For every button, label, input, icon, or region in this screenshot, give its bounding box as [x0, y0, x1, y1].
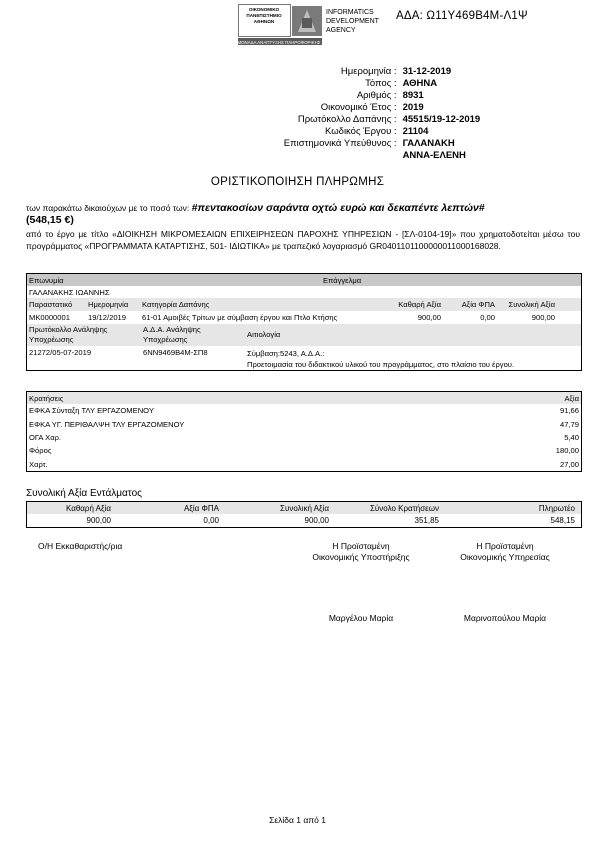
logo-line-1: ΟΙΚΟΝΟΜΙΚΟ — [248, 7, 280, 12]
commitment-row — [27, 346, 581, 370]
meta-label: Αριθμός : — [356, 90, 397, 101]
commitment-header-row — [27, 324, 581, 346]
meta-value: 8931 — [402, 90, 424, 101]
lead-surname: ΓΑΛΑΝΑΚΗ — [402, 138, 455, 149]
meta-block — [241, 66, 571, 162]
signature-service-name: Μαρινοπούλου Μαρία — [463, 613, 547, 623]
meta-label: Κωδικός Έργου : — [325, 126, 397, 137]
deduction-name: Φόρος — [29, 446, 52, 456]
totals-title: Συνολική Αξία Εντάλματος — [26, 488, 142, 499]
support-head-line-1: Η Προϊσταμένη — [332, 541, 390, 551]
service-head-line-1: Η Προϊσταμένη — [476, 541, 534, 551]
signature-support-name: Μαργέλου Μαρία — [328, 613, 394, 623]
invoice-total: 900,00 — [531, 313, 555, 322]
deductions-header-value: Αξία — [564, 393, 579, 403]
invoice-row — [27, 311, 581, 324]
deductions-header — [27, 392, 581, 404]
col-category: Κατηγορία Δαπάνης — [142, 300, 210, 309]
amount-in-words: #πεντακοσίων σαράντα οχτώ ευρώ και δεκαπέντε λεπτών# — [191, 202, 485, 214]
commitment-protocol: 21272/05-07-2019 — [29, 348, 92, 357]
col-ada: Α.Δ.Α. Ανάληψης Υποχρέωσης — [143, 325, 201, 344]
header-name: Επωνυμία — [29, 275, 64, 285]
logo-line-4: INFORMATICS — [326, 9, 374, 16]
document-title: ΟΡΙΣΤΙΚΟΠΟΙΗΣΗ ΠΛΗΡΩΜΗΣ — [210, 176, 385, 188]
totals-col-net: Καθαρή Αξία — [65, 503, 111, 513]
ada-code: ΑΔΑ: Ω11Υ469Β4Μ-Λ1Ψ — [396, 10, 528, 22]
invoice-header-row — [27, 298, 581, 311]
meta-row-fiscal-year — [241, 102, 571, 114]
signature-support-head — [296, 541, 426, 563]
totals-vat: 0,00 — [203, 516, 219, 525]
deduction-value: 180,00 — [555, 446, 579, 456]
totals-col-vat: Αξία ΦΠΑ — [183, 503, 219, 513]
support-head-line-2: Οικονομικής Υποστήριξης — [312, 552, 410, 562]
beneficiary-name-row — [27, 286, 581, 298]
logo-line-3: ΑΘΗΝΩΝ — [253, 19, 275, 24]
totals-header-row — [27, 502, 581, 514]
deduction-value: 91,66 — [559, 406, 579, 416]
invoice-category: 61-01 Αμοιβές Τρίτων με σύμβαση έργου και Πτλο Κτήσης — [142, 313, 338, 322]
logo-line-6: AGENCY — [326, 27, 356, 34]
beneficiary-name: ΓΑΛΑΝΑΚΗΣ ΙΩΑΝΝΗΣ — [29, 287, 110, 297]
totals-col-total: Συνολική Αξία — [280, 503, 329, 513]
col-protocol: Πρωτόκολλο Ανάληψης Υποχρέωσης — [29, 325, 108, 344]
meta-label: Οικονομικό Έτος : — [320, 102, 397, 113]
signature-service-head — [440, 541, 570, 563]
col-justification: Αιτιολογία — [247, 330, 281, 339]
meta-row-number — [241, 90, 571, 102]
meta-value — [401, 138, 571, 162]
deduction-name: ΕΦΚΑ Σύνταξη ΤΛΥ ΕΡΓΑΖΟΜΕΝΟΥ — [29, 406, 154, 416]
totals-net: 900,00 — [86, 516, 111, 525]
amount-paragraph — [26, 202, 580, 214]
totals-col-payable: Πληρωτέο — [538, 503, 575, 513]
invoice-document: ΜΚ0000001 — [29, 313, 70, 322]
deduction-row — [27, 417, 581, 430]
totals-table — [26, 501, 582, 528]
col-net: Καθαρή Αξία — [398, 300, 441, 309]
deduction-value: 5,40 — [564, 432, 579, 442]
col-vat: Αξία ΦΠΑ — [461, 300, 495, 309]
meta-row-protocol — [241, 114, 571, 126]
totals-total: 900,00 — [304, 516, 329, 525]
deduction-row — [27, 404, 581, 417]
logo-graphic — [238, 4, 392, 48]
invoice-date: 19/12/2019 — [88, 313, 127, 322]
deduction-name: Χαρτ. — [29, 459, 48, 469]
logo-band-text: ΜΟΝΑΔΑ ΑΝΑΠΤΥΞΗΣ ΠΛΗΡΟΦΟΡΙΚΗΣ — [238, 40, 321, 45]
deductions-table — [26, 391, 582, 472]
invoice-vat: 0,00 — [480, 313, 495, 322]
table-header-row — [27, 274, 581, 286]
meta-label: Πρωτόκολλο Δαπάνης : — [297, 114, 397, 125]
amount-intro: των παρακάτω δικαιούχων με το ποσό των: — [26, 203, 192, 213]
project-paragraph: από το έργο με τίτλο «ΔΙΟΙΚΗΣΗ ΜΙΚΡΟΜΕΣΑΙΩΝ ΕΠΙΧΕΙΡΗΣΕΩΝ ΠΑΡΟΧΗΣ ΥΠΗΡΕΣΙΩΝ - [ΣΛ-0104-19]» που χρηματοδοτείται μέσω του προγράμματος «ΠΡΟΓΡΑΜΜΑΤΑ ΚΑΤΑΡΤΙΣΗΣ, 501- ΙΔΙΩΤΙΚΑ» με τραπεζικό λογαριασμό GR0401101100000011000168028. — [26, 229, 580, 251]
deduction-row — [27, 431, 581, 444]
signature-clearer-title: Ο/Η Εκκαθαριστής/ρια — [38, 541, 123, 551]
commitment-ada: 6ΝΝ9469Β4Μ-ΣΠ8 — [143, 348, 208, 357]
meta-label: Επιστημονικά Υπεύθυνος : — [283, 138, 397, 149]
commitment-justification — [245, 346, 516, 370]
logo-line-5: DEVELOPMENT — [326, 18, 379, 25]
totals-value-row — [27, 514, 581, 527]
invoice-net: 900,00 — [417, 313, 441, 322]
meta-label: Τόπος : — [365, 78, 397, 89]
meta-value: 21104 — [402, 126, 429, 137]
meta-value: ΑΘΗΝΑ — [402, 78, 438, 89]
justification-line-2: Προετοιμασία του διδακτικού υλικού του προγράμματος, στο πλαίσιο του έργου. — [247, 360, 515, 369]
lead-firstname: ΑΝΝΑ-ΕΛΕΝΗ — [402, 150, 466, 161]
meta-row-date — [241, 66, 571, 78]
col-document: Παραστατικό — [29, 300, 73, 309]
meta-row-place — [241, 78, 571, 90]
totals-col-deductions: Σύνολο Κρατήσεων — [369, 503, 439, 513]
meta-row-scientific-lead — [241, 138, 571, 162]
deduction-name: ΕΦΚΑ ΥΓ. ΠΕΡΙΘΑΛΨΗ ΤΛΥ ΕΡΓΑΖΟΜΕΝΟΥ — [29, 419, 185, 429]
meta-value: 2019 — [402, 102, 424, 113]
meta-row-project-code — [241, 126, 571, 138]
header-profession: Επάγγελμα — [323, 275, 362, 285]
justification-line-1: Σύμβαση:5243, Α.Δ.Α.: — [247, 349, 325, 358]
totals-deductions: 351,85 — [414, 516, 439, 525]
beneficiary-table — [26, 273, 582, 371]
deduction-row — [27, 444, 581, 457]
col-total: Συνολική Αξία — [508, 300, 555, 309]
deduction-value: 47,79 — [559, 419, 579, 429]
logo-line-2: ΠΑΝΕΠΙΣΤΗΜΙΟ — [246, 13, 282, 18]
page-number: Σελίδα 1 από 1 — [269, 815, 326, 825]
deduction-value: 27,00 — [559, 459, 579, 469]
deduction-name: ΟΓΑ Χαρ. — [29, 432, 62, 442]
meta-value: 31-12-2019 — [402, 66, 452, 77]
deductions-header-name: Κρατήσεις — [29, 393, 64, 403]
meta-value: 45515/19-12-2019 — [402, 114, 481, 125]
deduction-row — [27, 458, 581, 471]
logo — [238, 4, 392, 48]
service-head-line-2: Οικονομικής Υπηρεσίας — [460, 552, 550, 562]
totals-payable: 548,15 — [550, 516, 575, 525]
col-date: Ημερομηνία — [88, 300, 129, 309]
meta-label: Ημερομηνία : — [340, 66, 397, 77]
amount-number: (548,15 €) — [26, 214, 74, 226]
